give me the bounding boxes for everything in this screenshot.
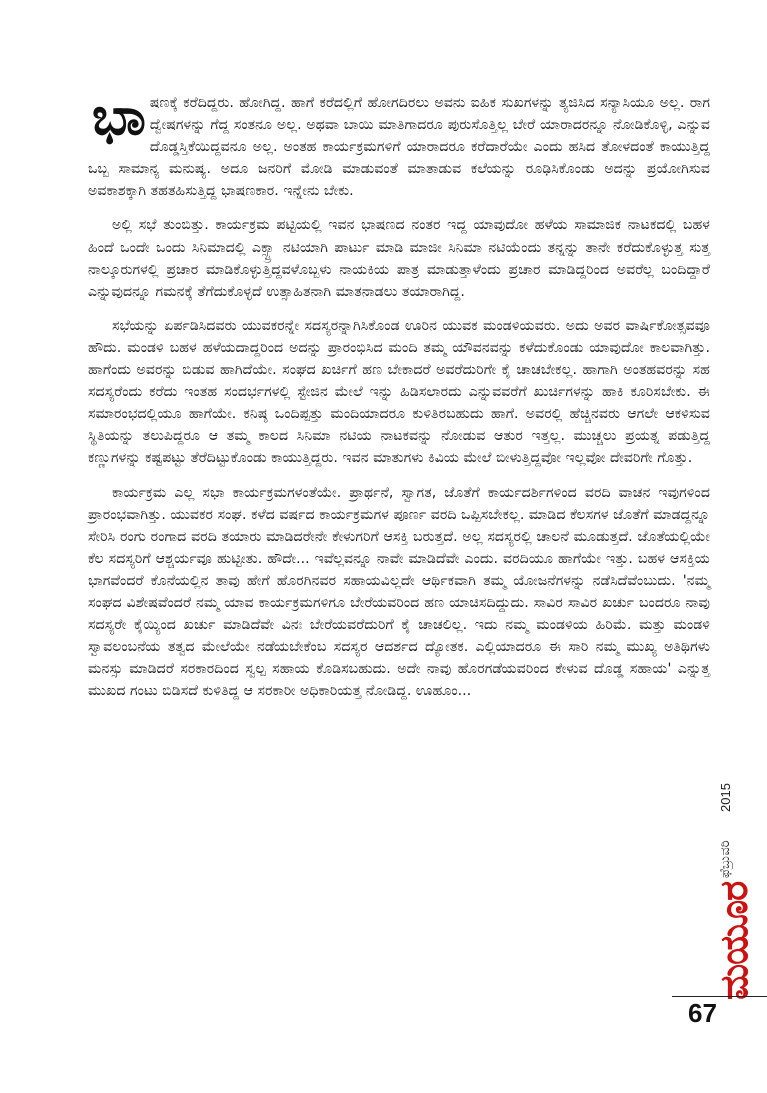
article-paragraph-2: ಅಲ್ಲಿ ಸಭೆ ತುಂಬಿತ್ತು. ಕಾರ್ಯಕ್ರಮ ಪಟ್ಟಿಯಲ್ಲಿ ಇವನ ಭಾಷಣದ ನಂತರ ಇದ್ದ ಯಾವುದೋ ಹಳೆಯ ಸಾಮಾಜಿಕ ನಾಟಕದಲ್ಲಿ ಬಹಳ ಹಿಂದೆ ಒಂದೇ ಒಂದು ಸಿನಿಮಾದಲ್ಲಿ ಎಕ್ಸ್ಟ್ರಾ ನಟಿಯಾಗಿ ಪಾರ್ಟು ಮಾಡಿ ಮಾಜೀ ಸಿನಿಮಾ ನಟಿಯೆಂದು ತನ್ನನ್ನು ತಾನೇ ಕರೆದುಕೊಳ್ಳುತ್ತ ಸುತ್ತ ನಾಲ್ಕೂರುಗಳಲ್ಲಿ ಪ್ರಚಾರ ಮಾಡಿಕೊಳ್ಳುತ್ತಿದ್ದವಳೊಬ್ಬಳು ನಾಯಕಿಯ ಪಾತ್ರ ಮಾಡುತ್ತಾಳೆಂದು ಪ್ರಚಾರ ಮಾಡಿದ್ದರಿಂದ ಅವರೆಲ್ಲ ಬಂದಿದ್ದಾರೆ ಎನ್ನುವುದನ್ನೂ ಗಮನಕ್ಕೆ ತೆಗೆದುಕೊಳ್ಳದೆ ಉತ್ಸಾಹಿತನಾಗಿ ಮಾತನಾಡಲು ತಯಾರಾಗಿದ್ದ. <box>88 217 710 300</box>
issue-year: 2015 <box>718 783 733 812</box>
issue-month: ಫೆಬ್ರುವರಿ <box>718 840 733 878</box>
article-paragraph-1 <box>88 87 710 202</box>
page-number: 67 <box>688 998 717 1028</box>
footer-divider <box>672 996 767 997</box>
article-paragraph-4: ಕಾರ್ಯಕ್ರಮ ಎಲ್ಲ ಸಭಾ ಕಾರ್ಯಕ್ರಮಗಳಂತೆಯೇ. ಪ್ರಾರ್ಥನೆ, ಸ್ವಾಗತ, ಜೊತೆಗೆ ಕಾರ್ಯದರ್ಶಿಗಳಿಂದ ವರದಿ ವಾಚನ ಇವುಗಳಿಂದ ಪ್ರಾರಂಭವಾಗಿತ್ತು. ಯುವಕರ ಸಂಘ. ಕಳೆದ ವರ್ಷದ ಕಾರ್ಯಕ್ರಮಗಳ ಪೂರ್ಣ ವರದಿ ಒಪ್ಪಿಸಬೇಕಲ್ಲ. ಮಾಡಿದ ಕೆಲಸಗಳ ಜೊತೆಗೆ ಮಾಡದ್ದನ್ನೂ ಸೇರಿಸಿ ರಂಗು ರಂಗಾದ ವರದಿ ತಯಾರು ಮಾಡಿದರೇನೇ ಕೇಳುಗರಿಗೆ ಆಸಕ್ತಿ ಬರುತ್ತದೆ. ಅಲ್ಲ ಸದಸ್ಯರಲ್ಲಿ ಚಾಲನೆ ಮೂಡುತ್ತದೆ. ಜೊತೆಯಲ್ಲಿಯೇ ಕೆಲ ಸದಸ್ಯರಿಗೆ ಆಶ್ಚರ್ಯವೂ ಹುಟ್ಟೀತು. ಹೌದೇ... ಇವೆಲ್ಲವನ್ನೂ ನಾವೇ ಮಾಡಿದೆವೇ ಎಂದು. ವರದಿಯೂ ಹಾಗೆಯೇ ಇತ್ತು. ಬಹಳ ಆಸಕ್ತಿಯ ಭಾಗವೆಂದರೆ ಕೊನೆಯಲ್ಲಿನ ತಾವು ಹೇಗೆ ಹೊರಗಿನವರ ಸಹಾಯವಿಲ್ಲದೇ ಆರ್ಥಿಕವಾಗಿ ತಮ್ಮ ಯೋಜನೆಗಳನ್ನು ನಡೆಸಿದೆವೆಂಬುದು. 'ನಮ್ಮ ಸಂಘದ ವಿಶೇಷವೆಂದರೆ ನಮ್ಮ ಯಾವ ಕಾರ್ಯಕ್ರಮಗಳಿಗೂ ಬೇರೆಯವರಿಂದ ಹಣ ಯಾಚಿಸದಿದ್ದುದು. ಸಾವಿರ ಸಾವಿರ ಖರ್ಚು ಬಂದರೂ ನಾವು ಸದಸ್ಯರೇ ಕೈಯ್ಯಿಂದ ಖರ್ಚು ಮಾಡಿದೆವೇ ವಿನಃ ಬೇರೆಯವರೆದುರಿಗೆ ಕೈ ಚಾಚಲಿಲ್ಲ. ಇದು ನಮ್ಮ ಮಂಡಳಿಯ ಹಿರಿಮೆ. ಮತ್ತು ಮಂಡಳಿ ಸ್ವಾವಲಂಬನೆಯ ತತ್ವದ ಮೇಲೆಯೇ ನಡೆಯಬೇಕೆಂಬ ಸದಸ್ಯರ ಆದರ್ಶದ ದ್ಯೋತಕ. ಎಲ್ಲಿಯಾದರೂ ಈ ಸಾರಿ ನಮ್ಮ ಮುಖ್ಯ ಅತಿಥಿಗಳು ಮನಸ್ಸು ಮಾಡಿದರೆ ಸರಕಾರದಿಂದ ಸ್ವಲ್ಪ ಸಹಾಯ ಕೊಡಿಸಬಹುದು. ಅದೇ ನಾವು ಹೊರಗಡೆಯವರಿಂದ ಕೇಳುವ ದೊಡ್ಡ ಸಹಾಯ' ಎನ್ನುತ್ತ ಮುಖದ ಗಂಟು ಬಿಡಿಸದೆ ಕುಳಿತಿದ್ದ ಆ ಸರಕಾರೀ ಅಧಿಕಾರಿಯತ್ತ ನೋಡಿದ್ದ. ಊಹೂಂ... <box>88 484 710 700</box>
article-paragraph-3: ಸಭೆಯನ್ನು ಏರ್ಪಡಿಸಿದವರು ಯುವಕರನ್ನೇ ಸದಸ್ಯರನ್ನಾಗಿಸಿಕೊಂಡ ಊರಿನ ಯುವಕ ಮಂಡಳಿಯವರು. ಅದು ಅವರ ವಾರ್ಷಿಕೋತ್ಸವವೂ ಹೌದು. ಮಂಡಳಿ ಬಹಳ ಹಳೆಯದಾದ್ದರಿಂದ ಅದನ್ನು ಪ್ರಾರಂಭಿಸಿದ ಮಂದಿ ತಮ್ಮ ಯೌವನವನ್ನು ಕಳೆದುಕೊಂಡು ಯಾವುದೋ ಕಾಲವಾಗಿತ್ತು. ಹಾಗೆಂದು ಅವರನ್ನು ಬಿಡುವ ಹಾಗಿದೆಯೇ. ಸಂಘದ ಖರ್ಚಿಗೆ ಹಣ ಬೇಕಾದರೆ ಅವರೆದುರಿಗೇ ಕೈ ಚಾಚಬೇಕಲ್ಲ. ಹಾಗಾಗಿ ಅಂತಹವರನ್ನು ಸಹ ಸದಸ್ಯರೆಂದು ಕರೆದು ಇಂತಹ ಸಂದರ್ಭಗಳಲ್ಲಿ ಸ್ಟೇಜಿನ ಮೇಲೆ ಇನ್ನು ಹಿಡಿಸಲಾರದು ಎನ್ನುವವರೆಗೆ ಖುರ್ಚಿಗಳನ್ನು ಹಾಕಿ ಕೂರಿಸಬೇಕು. ಈ ಸಮಾರಂಭದಲ್ಲಿಯೂ ಹಾಗೆಯೇ. ಕನಿಷ್ಠ ಒಂದಿಪ್ಪತ್ತು ಮಂದಿಯಾದರೂ ಕುಳಿತಿರಬಹುದು ಹಾಗೆ. ಅವರಲ್ಲಿ ಹೆಚ್ಚಿನವರು ಆಗಲೇ ಆಕಳಿಸುವ ಸ್ಥಿತಿಯನ್ನು ತಲುಪಿದ್ದರೂ ಆ ತಮ್ಮ ಕಾಲದ ಸಿನಿಮಾ ನಟಿಯ ನಾಟಕವನ್ನು ನೋಡುವ ಆತುರ ಇತ್ತಲ್ಲ. ಮುಚ್ಚಲು ಪ್ರಯತ್ನ ಪಡುತ್ತಿದ್ದ ಕಣ್ಣುಗಳನ್ನು ಕಷ್ಟಪಟ್ಟು ತೆರೆದಿಟ್ಟುಕೊಂಡು ಕಾಯುತ್ತಿದ್ದರು. ಇವನ ಮಾತುಗಳು ಕಿವಿಯ ಮೇಲೆ ಬೀಳುತ್ತಿದ್ದವೋ ಇಲ್ಲವೋ ದೇವರಿಗೇ ಗೊತ್ತು. <box>88 317 710 467</box>
magazine-logo: ಮಯೂರ <box>712 881 756 1000</box>
drop-cap: ಭಾ <box>92 87 146 147</box>
article-body <box>88 87 710 714</box>
paragraph-text: ಷಣಕ್ಕೆ ಕರೆದಿದ್ದರು. ಹೋಗಿದ್ದ. ಹಾಗೆ ಕರೆದಲ್ಲಿಗೆ ಹೋಗದಿರಲು ಅವನು ಐಹಿಕ ಸುಖಗಳನ್ನು ತ್ಯಜಿಸಿದ ಸನ್ಯಾಸಿಯೂ ಅಲ್ಲ. ರಾಗ ದ್ವೇಷಗಳನ್ನು ಗೆದ್ದ ಸಂತನೂ ಅಲ್ಲ. ಅಥವಾ ಬಾಯಿ ಮಾತಿಗಾದರೂ ಪುರುಸೊತ್ತಿಲ್ಲ ಬೇರೆ ಯಾರಾದರನ್ನೂ ನೋಡಿಕೊಳ್ಳಿ, ಎನ್ನುವ ದೊಡ್ಡಸ್ತಿಕೆಯಿದ್ದವನೂ ಅಲ್ಲ. ಅಂತಹ ಕಾರ್ಯಕ್ರಮಗಳಿಗೆ ಯಾರಾದರೂ ಕರೆದಾರೆಯೇ ಎಂದು ಹಸಿದ ತೋಳದಂತೆ ಕಾಯುತ್ತಿದ್ದ ಒಬ್ಬ ಸಾಮಾನ್ಯ ಮನುಷ್ಯ. ಅದೂ ಜನರಿಗೆ ಮೋಡಿ ಮಾಡುವಂತೆ ಮಾತಾಡುವ ಕಲೆಯನ್ನು ರೂಢಿಸಿಕೊಂಡು ಅದನ್ನು ಪ್ರಯೋಗಿಸುವ ಅವಕಾಶಕ್ಕಾಗಿ ತಹತಹಿಸುತ್ತಿದ್ದ ಭಾಷಣಕಾರ. ಇನ್ನೇನು ಬೇಕು. <box>88 95 710 200</box>
